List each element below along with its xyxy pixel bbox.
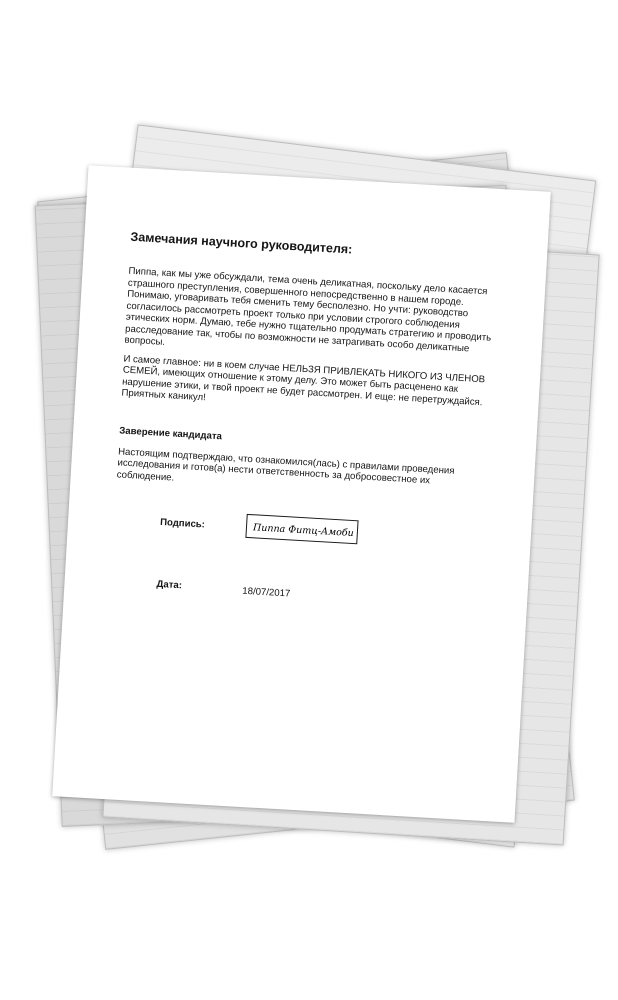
signature-text: Пиппа Фитц-Амоби xyxy=(252,522,355,540)
supervisor-paragraph: Пиппа, как мы уже обсуждали, тема очень деликатная, поскольку дело касается страшного преступления, совершенного непосредственно в нашем городе. Понимаю, уговаривать тебя сменить тему бесполезно. Но учти: руководство согласилось рассмотреть проект только при условии строгого соблюдения этических норм. Думаю, тебе нужно тщательно продумать стратегию и проводить расследование так, чтобы по возможности не затрагивать особо деликатные вопросы. xyxy=(124,265,492,354)
candidate-paragraph: Настоящим подтверждаю, что ознакомился(лась) с правилами проведения исследования и готов(а) нести ответственность за добросовестное их соблюдение. xyxy=(116,445,455,487)
date-row xyxy=(108,574,480,645)
date-label: Дата: xyxy=(156,578,183,592)
candidate-heading: Заверение кандидата xyxy=(119,424,223,442)
signature-row xyxy=(112,512,484,583)
date-value: 18/07/2017 xyxy=(241,585,291,600)
signature-label: Подпись: xyxy=(159,516,206,531)
supervisor-paragraph: И самое главное: ни в коем случае НЕЛЬЗЯ ПРИВЛЕКАТЬ НИКОГО ИЗ ЧЛЕНОВ СЕМЕЙ, имеющих отношение к этому делу. Это может быть расценено как нарушение этики, и твой проект не будет рассмотрен. И еще: не перетруждайся. Приятных каникул! xyxy=(121,353,486,408)
signature-box xyxy=(245,514,358,544)
form-sheet xyxy=(52,165,551,823)
supervisor-heading: Замечания научного руководителя: xyxy=(130,229,353,257)
form-content xyxy=(108,230,500,646)
handwritten-signature xyxy=(246,515,357,542)
